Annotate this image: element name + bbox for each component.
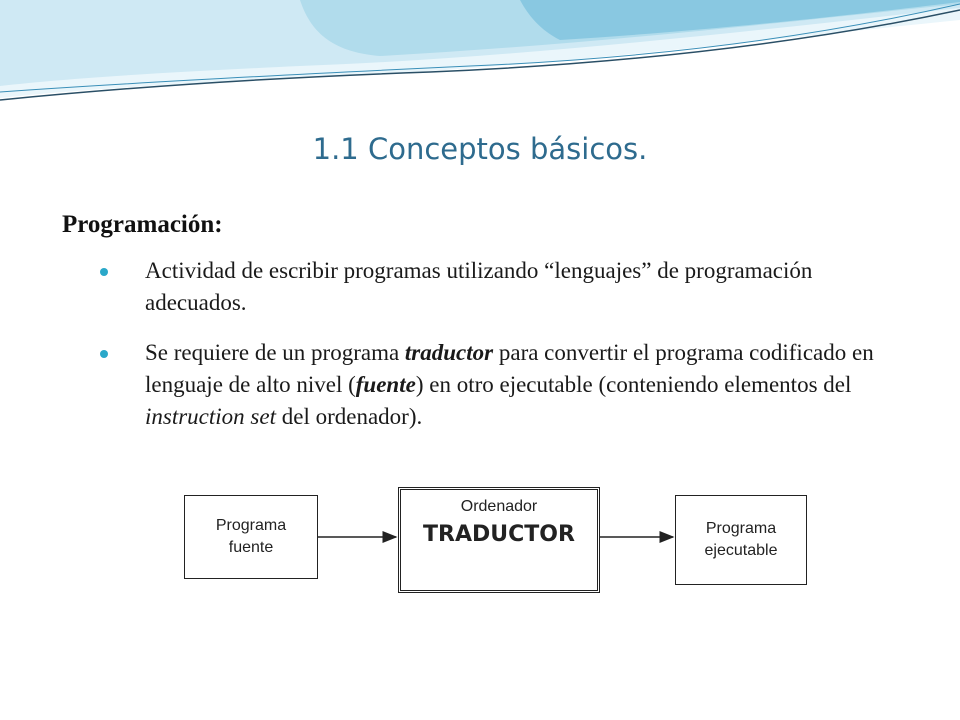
executable-program-box	[675, 495, 807, 585]
bullet-text-part: Se requiere de un programa	[145, 340, 405, 365]
translator-box-title: TRADUCTOR	[423, 522, 575, 547]
translator-box	[398, 487, 600, 593]
source-box-line1: Programa	[215, 517, 287, 534]
bullet-dot-icon	[100, 350, 108, 358]
term-fuente: fuente	[355, 372, 416, 397]
bullet-item-2	[100, 337, 900, 433]
term-traductor: traductor	[404, 340, 494, 365]
target-box-line1: Programa	[705, 520, 777, 537]
source-program-box	[184, 495, 318, 579]
section-heading: Programación:	[62, 211, 223, 238]
term-instruction-set: instruction set	[145, 404, 276, 429]
target-box-line2: ejecutable	[704, 542, 778, 559]
source-box-line2: fuente	[228, 539, 274, 556]
bullet-list	[100, 255, 900, 451]
bullet-text: Actividad de escribir programas utilizando “lenguajes” de programación adecuados.	[145, 258, 813, 315]
header-wave-decoration	[0, 0, 960, 110]
translator-box-label: Ordenador	[460, 498, 538, 515]
bullet-dot-icon	[100, 268, 108, 276]
bullet-text-part: para convertir el programa codificado en lenguaje de alto nivel (	[145, 340, 874, 397]
bullet-text-part: del ordenador).	[275, 404, 423, 429]
bullet-item-1	[100, 255, 900, 319]
bullet-text-part: ) en otro ejecutable (conteniendo elementos del	[415, 372, 852, 397]
slide-title: 1.1 Conceptos básicos.	[312, 132, 648, 166]
